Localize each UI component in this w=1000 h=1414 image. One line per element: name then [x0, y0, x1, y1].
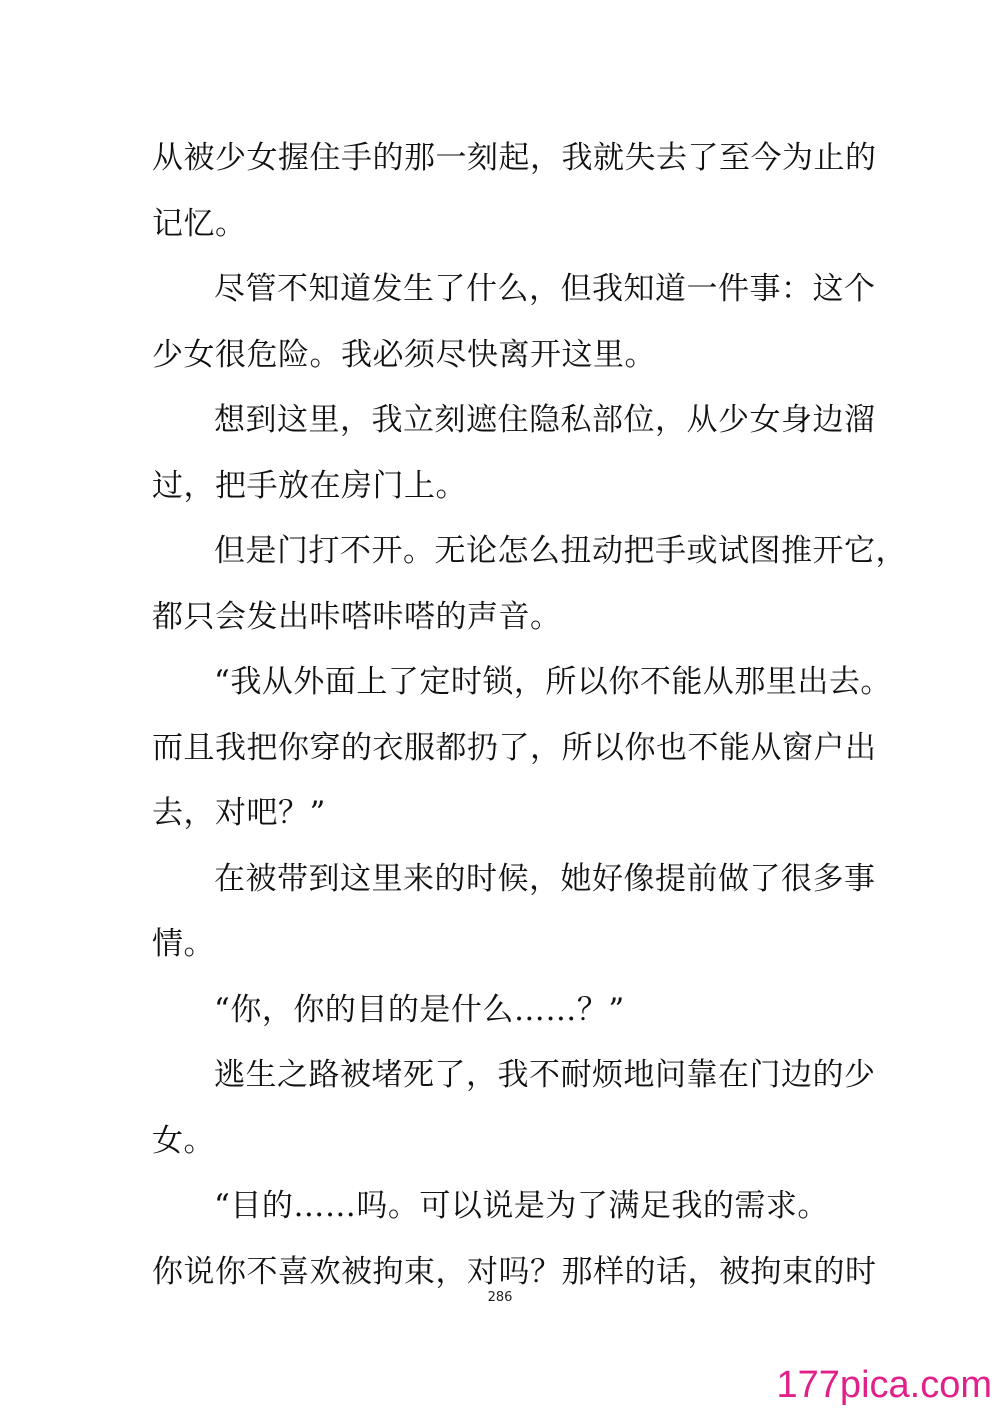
text-line: 从被少女握住手的那一刻起，我就失去了至今为止的 [152, 140, 877, 176]
text-line: 女。 [152, 1122, 215, 1159]
text-line: 你说你不喜欢被拘束，对吗？那样的话，被拘束的时 [152, 1253, 877, 1290]
text-line: 逃生之路被堵死了，我不耐烦地问靠在门边的少 [214, 1057, 876, 1093]
body-text [152, 126, 907, 1305]
text-line: 记忆。 [152, 205, 247, 242]
text-line: 想到这里，我立刻遮住隐私部位，从少女身边溜 [214, 402, 876, 438]
text-line: 少女很危险。我必须尽快离开这里。 [152, 336, 656, 373]
text-line: 情。 [152, 926, 215, 962]
text-line: “目的……吗。可以说是为了满足我的需求。 [214, 1188, 829, 1224]
site-watermark: 177pica.com [776, 1364, 992, 1406]
text-line: 去，对吧？” [152, 795, 326, 831]
page-number: 286 [487, 1290, 513, 1305]
text-line: “你，你的目的是什么……？” [214, 991, 625, 1028]
text-line: 过，把手放在房门上。 [152, 467, 467, 504]
text-line: 但是门打不开。无论怎么扭动把手或试图推开它， [214, 533, 907, 569]
text-line: 在被带到这里来的时候，她好像提前做了很多事 [214, 860, 876, 897]
text-line: 而且我把你穿的衣服都扔了，所以你也不能从窗户出 [152, 729, 877, 766]
text-line: “我从外面上了定时锁，所以你不能从那里出去。 [214, 664, 892, 700]
text-line: 都只会发出咔嗒咔嗒的声音。 [152, 598, 562, 635]
text-line: 尽管不知道发生了什么，但我知道一件事：这个 [214, 271, 876, 307]
